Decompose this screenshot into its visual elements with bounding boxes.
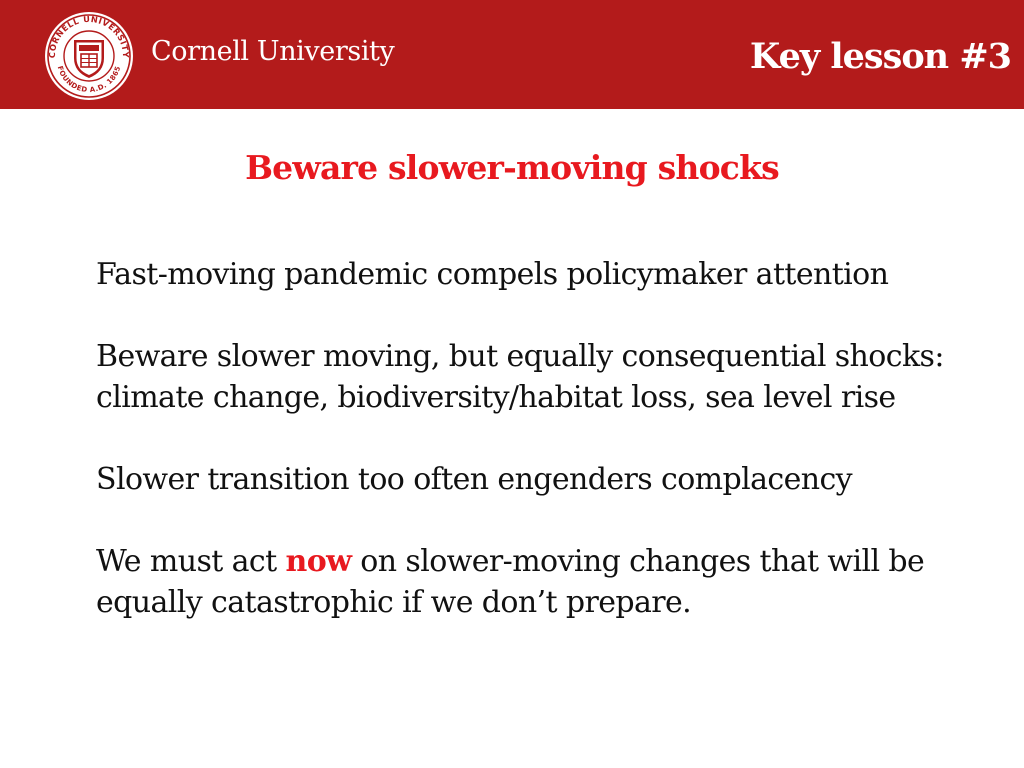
paragraph-slower-shocks: Beware slower moving, but equally consequential shocks: climate change, biodiversity/habitat loss, sea level rise <box>96 339 944 415</box>
act-now-before: We must act <box>96 544 286 579</box>
paragraph-complacency: Slower transition too often engenders complacency <box>96 462 853 497</box>
slide-label: Key lesson #3 <box>749 36 1011 77</box>
seal-founded-text: FOUNDED A.D. 1865 <box>55 65 123 95</box>
header-banner <box>0 0 1024 109</box>
act-now-after: on slower-moving changes that will be equally catastrophic if we don’t prepare. <box>96 544 925 620</box>
paragraph-pandemic: Fast-moving pandemic compels policymaker attention <box>96 257 889 292</box>
emphasis-now: now <box>285 544 352 579</box>
slide-subtitle <box>0 148 1024 187</box>
cornell-wordmark: Cornell University <box>151 36 395 67</box>
cornell-seal-logo <box>43 10 135 102</box>
seal-ring-text: CORNELL UNIVERSITY <box>46 13 132 59</box>
paragraph-act-now <box>96 541 1001 623</box>
slide-subtitle-text: Beware slower-moving shocks <box>245 148 779 187</box>
slide-body <box>96 254 1001 623</box>
